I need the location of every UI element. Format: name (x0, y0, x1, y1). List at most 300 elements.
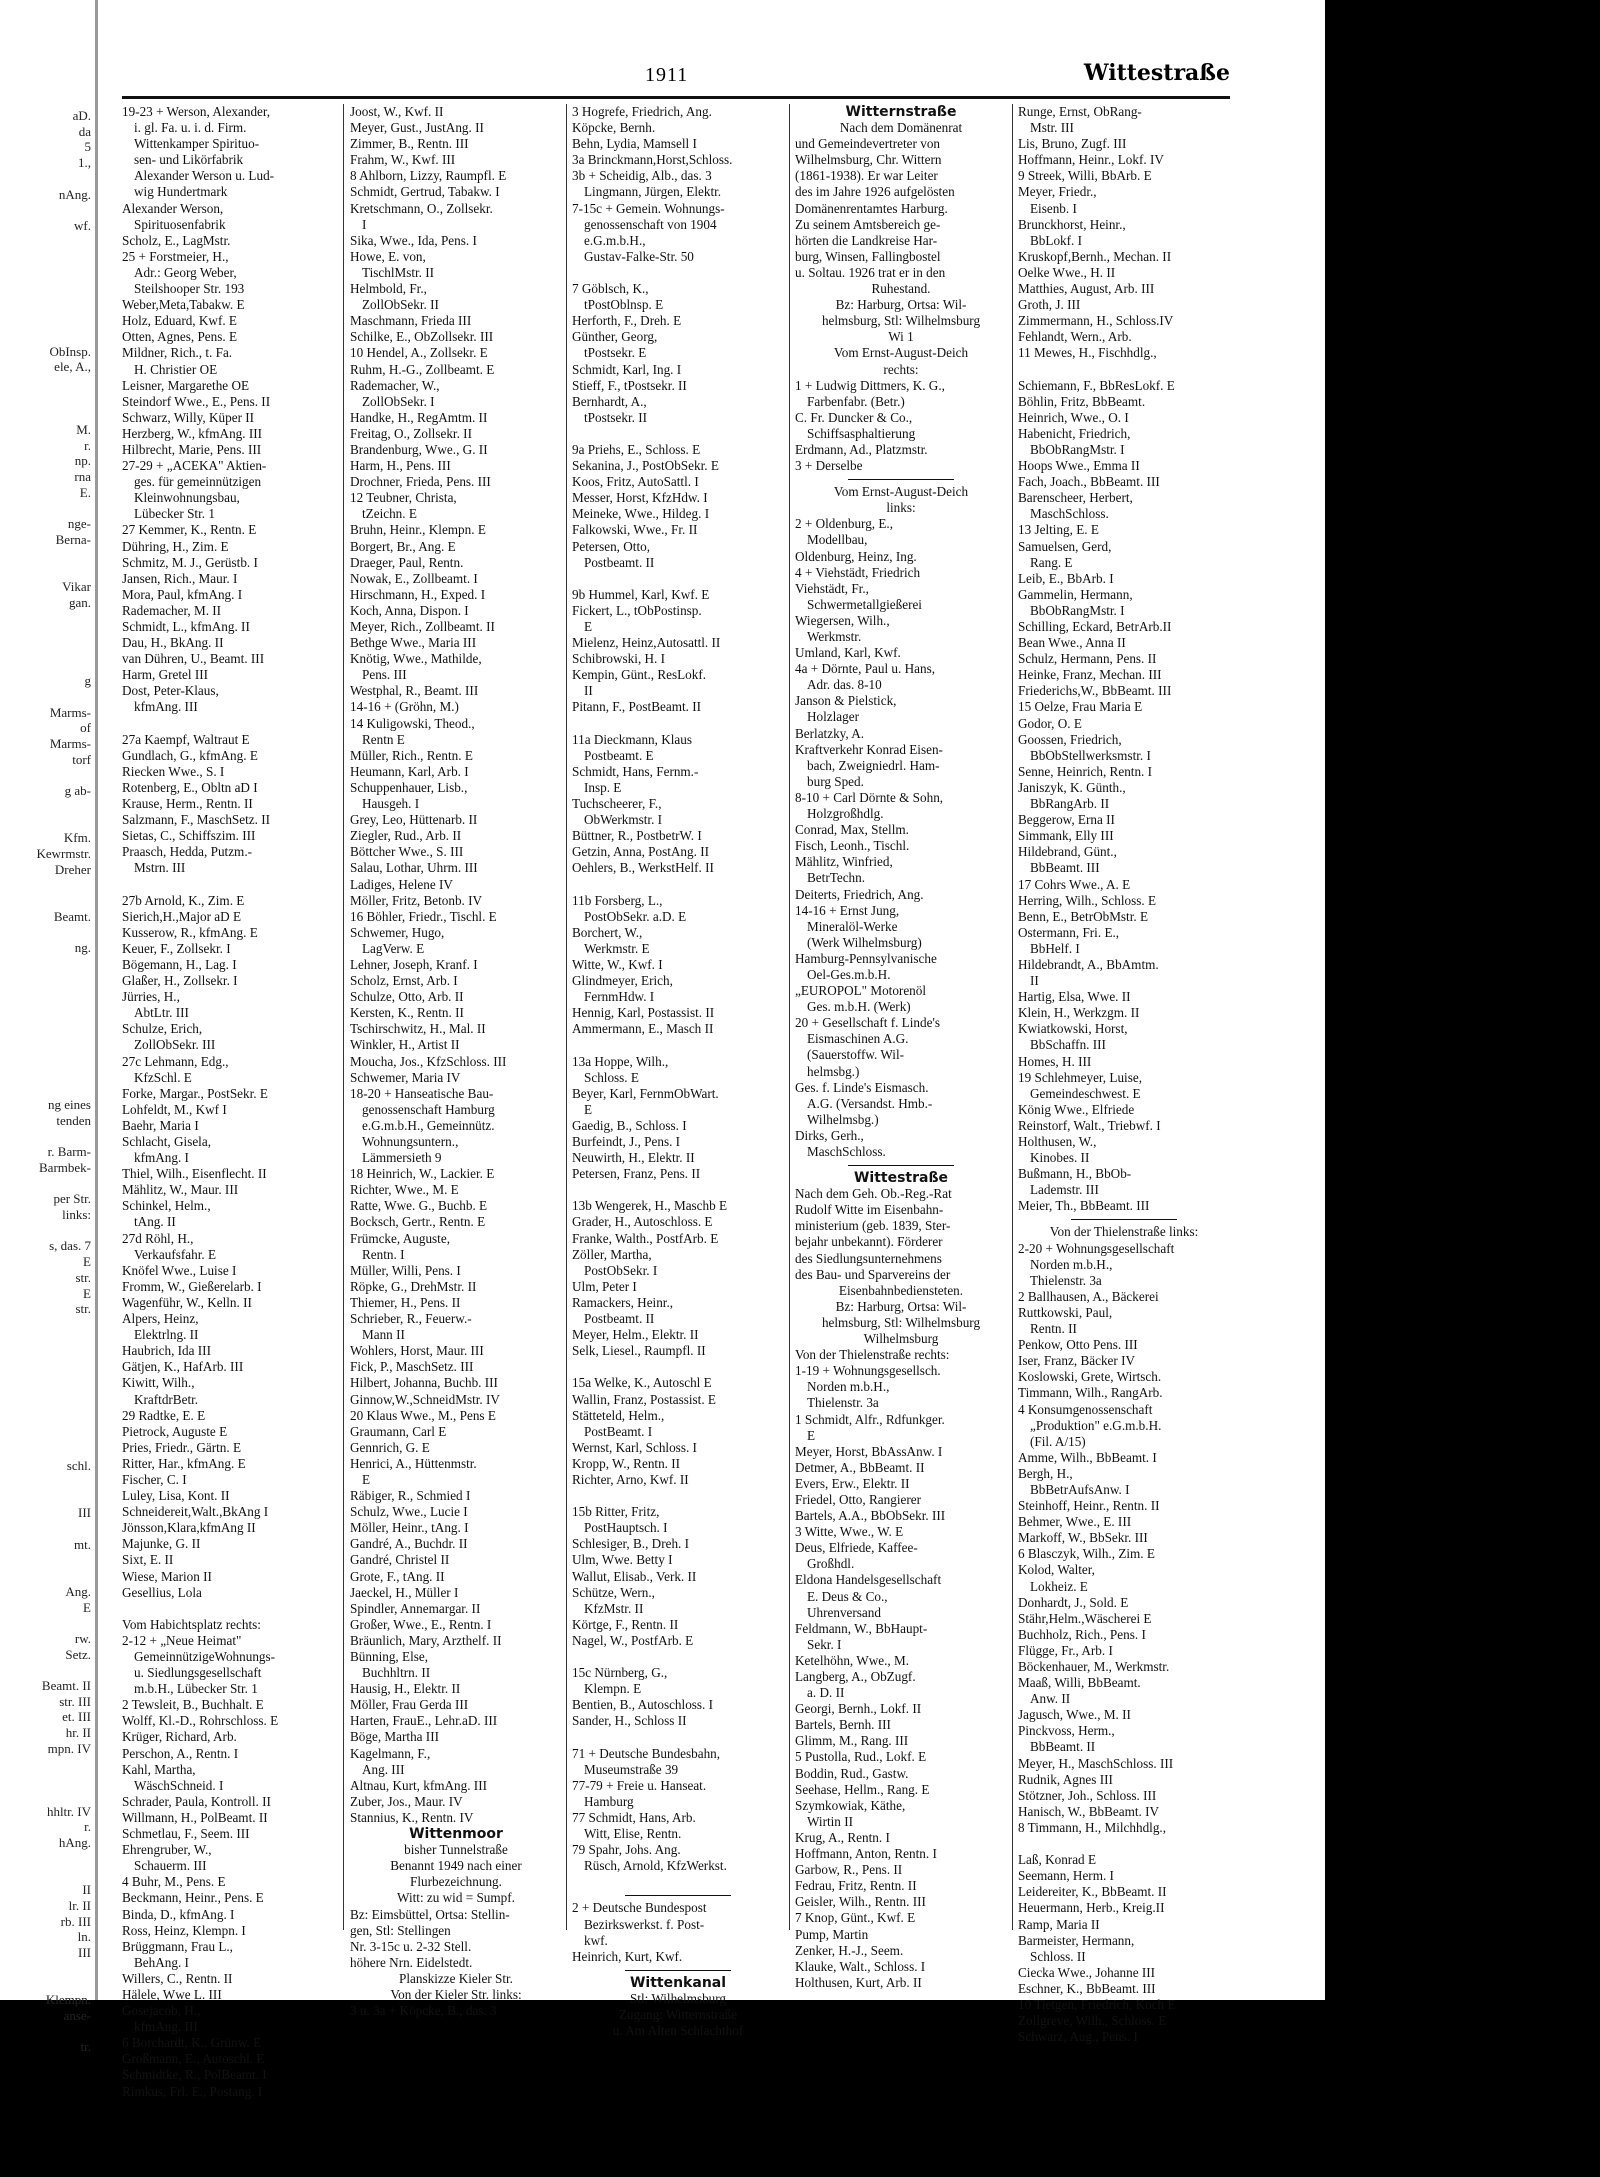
directory-entry: 2 Tewsleit, B., Buchhalt. E (122, 1697, 264, 1713)
directory-entry: Schwemer, Maria IV (350, 1069, 461, 1085)
directory-entry: und Gemeindevertreter von (795, 136, 941, 152)
directory-entry: Mora, Paul, kfmAng. I (122, 586, 243, 602)
street-note: Bz: Harburg, Ortsa: Wil- (835, 297, 967, 313)
directory-entry (572, 1729, 784, 1745)
directory-entry: Lademstr. III (1030, 1182, 1099, 1198)
directory-entry: Kersten, K., Rentn. II (350, 1005, 464, 1021)
directory-entry: Nr. 3-15c u. 2-32 Stell. (350, 1938, 472, 1954)
directory-entry: Wilhelmsbg.) (807, 1111, 879, 1127)
prev-page-fragment: schl. (66, 1458, 91, 1474)
prev-page-fragment: M. (76, 422, 91, 437)
prev-page-fragment: links: (62, 1207, 91, 1222)
directory-entry: Bartels, A.A., BbObSekr. III (795, 1508, 946, 1524)
directory-entry: Adr.: Georg Weber, (134, 264, 237, 280)
prev-page-fragment: mt. (74, 1536, 91, 1552)
directory-entry: bach, Zweigniedrl. Ham- (807, 757, 940, 773)
directory-entry (572, 1874, 784, 1890)
directory-entry: Maschmann, Frieda III (350, 313, 472, 329)
directory-entry: Beyer, Karl, FernmObWart. (572, 1085, 719, 1101)
directory-entry: Otten, Agnes, Pens. E (122, 329, 238, 345)
directory-entry: Gaedig, B., Schloss. I (572, 1117, 687, 1133)
directory-entry: Selk, Liesel., Raumpfl. II (572, 1343, 706, 1359)
section-rule (572, 1890, 784, 1900)
directory-entry: Georgi, Bernh., Lokf. II (795, 1701, 922, 1717)
directory-entry: 27d Röhl, H., (122, 1230, 194, 1246)
directory-entry: tZeichn. E (362, 506, 417, 522)
directory-entry: Möller, Fritz, Betonb. IV (350, 892, 483, 908)
directory-entry: Ziegler, Rud., Arb. II (350, 828, 462, 844)
directory-entry: Bartels, Bernh. III (795, 1717, 891, 1733)
directory-entry: Szymkowiak, Käthe, (795, 1797, 906, 1813)
directory-entry: BbBetrAufsAnw. I (1030, 1481, 1130, 1497)
directory-entry: Oelke Wwe., H. II (1018, 264, 1116, 280)
street-note: Planskizze Kieler Str. (399, 1970, 513, 1986)
directory-entry: Sierich,H.,Major aD E (122, 908, 242, 924)
directory-entry: Fach, Joach., BbBeamt. III (1018, 474, 1160, 490)
prev-page-fragment: II (82, 1882, 91, 1898)
prev-page-fragment: aD. (72, 108, 91, 123)
directory-entry: Bezirkswerkst. f. Post- (584, 1916, 705, 1932)
directory-entry: 25 + Forstmeier, H., (122, 248, 229, 264)
directory-entry: Eisenb. I (1030, 200, 1077, 216)
directory-entry: Rüsch, Arnold, KfzWerkst. (584, 1858, 727, 1874)
directory-entry: Alexander Werson u. Lud- (134, 168, 275, 184)
directory-entry: 6 Blasczyk, Wilh., Zim. E (1018, 1546, 1155, 1562)
directory-entry: Jagusch, Wwe., M. II (1018, 1707, 1131, 1723)
directory-entry: Schlacht, Gisela, (122, 1134, 211, 1149)
directory-entry: Lokheiz. E (1030, 1578, 1088, 1594)
street-note: Vom Ernst-August-Deich (833, 484, 969, 500)
prev-page-fragment: rw. (74, 1630, 91, 1646)
directory-entry: Kiwitt, Wilh., (122, 1375, 195, 1391)
section-rule (1018, 1214, 1230, 1224)
directory-entry: Leib, E., BbArb. I (1018, 570, 1114, 586)
directory-entry: Wallin, Franz, Postassist. E (572, 1391, 716, 1407)
directory-entry: Sekanina, J., PostObSekr. E (572, 458, 719, 474)
directory-entry: Mählitz, W., Maur. III (122, 1182, 239, 1198)
directory-entry: 13 Jelting, E. E (1018, 522, 1099, 538)
directory-entry: Nach dem Geh. Ob.-Reg.-Rat (795, 1186, 952, 1202)
directory-entry: Herzberg, W., kfmAng. III (122, 425, 263, 441)
directory-entry: Petersen, Franz, Pens. II (572, 1166, 701, 1182)
prev-page-fragment: torf (72, 751, 91, 767)
directory-entry: Behn, Lydia, Mamsell I (572, 136, 697, 152)
street-note: Ruhestand. (871, 281, 931, 297)
directory-entry: 27c Lehmann, Edg., (122, 1053, 229, 1069)
prev-page-fragment: r. Barm- (47, 1144, 91, 1160)
directory-entry: Böckenhauer, M., Werkmstr. (1018, 1659, 1170, 1674)
directory-entry: Herforth, F., Dreh. E (572, 313, 682, 329)
directory-entry: Kwiatkowski, Horst, (1018, 1021, 1128, 1037)
directory-entry: Klempn. E (584, 1681, 642, 1697)
directory-entry: Schmidt, Karl, Ing. I (572, 361, 682, 377)
directory-entry: Schmidt, Hans, Fernm.- (572, 763, 699, 779)
directory-entry: Borgert, Br., Ang. E (350, 538, 456, 554)
directory-entry: Lis, Bruno, Zugf. III (1018, 136, 1127, 152)
directory-entry: KraftdrBetr. (134, 1391, 199, 1407)
directory-entry: u. Siedlungsgesellschaft (134, 1665, 262, 1681)
directory-entry: Stähr,Helm.,Wäscherei E (1018, 1610, 1152, 1626)
directory-entry: Leisner, Margarethe OE (122, 377, 250, 393)
directory-entry: Glindmeyer, Erich, (572, 973, 673, 989)
directory-entry: Möller, Frau Gerda III (350, 1697, 469, 1713)
directory-entry: Lingmann, Jürgen, Elektr. (584, 184, 722, 200)
street-heading: Wittestraße (853, 1170, 949, 1187)
directory-entry: Postbeamt. II (584, 554, 655, 570)
directory-entry: Hennig, Karl, Postassist. II (572, 1005, 715, 1021)
directory-entry: Witt, Elise, Rentn. (584, 1826, 682, 1842)
directory-entry: Grader, H., Autoschloss. E (572, 1214, 713, 1230)
directory-entry: Jansen, Rich., Maur. I (122, 570, 238, 586)
street-note: Flurbezeichnung. (410, 1874, 502, 1890)
directory-entry: Tuchscheerer, F., (572, 796, 662, 812)
directory-entry: Knötig, Wwe., Mathilde, (350, 651, 482, 667)
directory-entry: I (362, 216, 367, 232)
prev-page-fragment: hr. II (65, 1725, 91, 1741)
directory-entry: tPostsekr. E (584, 345, 647, 361)
directory-entry: (Sauerstoffw. Wil- (807, 1047, 905, 1063)
directory-entry: Schmidtke, R., PolBeamt. I (122, 2067, 267, 2083)
directory-entry: Fickert, L., tObPostinsp. (572, 602, 702, 618)
directory-entry: Büttner, R., PostbetrW. I (572, 828, 702, 844)
street-note: Witt: zu wid = Sumpf. (397, 1890, 515, 1906)
prev-page-fragment: ng eines (48, 1097, 91, 1113)
directory-entry: Feldmann, W., BbHaupt- (795, 1620, 928, 1636)
directory-entry: Erdmann, Ad., Platzmstr. (795, 441, 928, 457)
prev-page-fragment: E (83, 1599, 91, 1615)
directory-entry: Koch, Anna, Dispon. I (350, 602, 469, 618)
directory-entry: u. Soltau. 1926 trat er in den (795, 264, 946, 280)
directory-entry: Herring, Wilh., Schloss. E (1018, 892, 1157, 908)
directory-entry: BbLokf. I (1030, 232, 1083, 248)
directory-entry: 71 + Deutsche Bundesbahn, (572, 1745, 721, 1761)
street-heading: Wittenmoor (409, 1826, 503, 1843)
directory-entry: Röpke, G., DrehMstr. II (350, 1278, 477, 1294)
directory-entry: Schiffsasphaltierung (807, 425, 916, 441)
directory-entry: kfmAng. I (134, 1150, 189, 1166)
directory-entry: 15b Ritter, Fritz, (572, 1504, 660, 1520)
directory-entry: (1861-1938). Er war Leiter (795, 168, 938, 184)
directory-entry: Meier, Th., BbBeamt. III (1018, 1198, 1150, 1214)
directory-entry: Pump, Martin (795, 1926, 869, 1942)
directory-entry: Heinrich, Kurt, Kwf. (572, 1948, 683, 1964)
directory-entry: II (1030, 973, 1039, 989)
directory-entry: 77-79 + Freie u. Hanseat. (572, 1777, 707, 1793)
directory-entry: Gammelin, Hermann, (1018, 586, 1133, 602)
street-note: helmsburg, Stl: Wilhelmsburg (821, 313, 981, 329)
directory-entry: Bernhardt, A., (572, 393, 647, 409)
directory-entry: (Fil. A/15) (1030, 1433, 1086, 1449)
directory-entry: Dost, Peter-Klaus, (122, 683, 219, 699)
directory-entry: Salau, Lothar, Uhrm. III (350, 860, 478, 876)
directory-entry: Knöfel Wwe., Luise I (122, 1262, 237, 1278)
prev-page-fragment: Kfm. (63, 830, 91, 846)
directory-entry: Bruhn, Heinr., Klempn. E (350, 522, 486, 538)
directory-entry: Ross, Heinz, Klempn. I (122, 1922, 246, 1938)
directory-entry: Zollgreve, Wilh., Schloss. E (1018, 2013, 1167, 2029)
directory-entry: Wagenführ, W., Kelln. II (122, 1294, 252, 1310)
directory-entry: Ritter, Har., kfmAng. E (122, 1455, 246, 1471)
directory-entry: Krause, Herm., Rentn. II (122, 796, 253, 812)
directory-entry: 6 Borchardt, K., Grünw. E (122, 2035, 262, 2051)
directory-entry: Klauke, Walt., Schloss. I (795, 1958, 926, 1974)
prev-page-fragment: Vikar (62, 579, 91, 594)
directory-entry: Werkmstr. E (584, 940, 650, 956)
directory-entry: Hausgeh. I (362, 796, 420, 812)
directory-entry: Simmank, Elly III (1018, 828, 1114, 844)
directory-entry: BehAng. I (134, 1954, 189, 1970)
directory-entry: Schloss. E (584, 1069, 639, 1085)
directory-entry: Holzlager (807, 709, 859, 725)
directory-entry: Eismaschinen A.G. (807, 1031, 909, 1047)
directory-entry: des Bau- und Sparvereins der (795, 1266, 951, 1282)
directory-entry: 3 + Derselbe (795, 458, 863, 474)
directory-entry: Pinckvoss, Herm., (1018, 1723, 1115, 1739)
directory-entry: Hoops Wwe., Emma II (1018, 458, 1140, 474)
directory-entry: E (362, 1471, 371, 1487)
directory-entry: Sika, Wwe., Ida, Pens. I (350, 232, 477, 248)
directory-entry: PostBeamt. I (584, 1423, 653, 1439)
directory-entry: Luley, Lisa, Kont. II (122, 1488, 230, 1504)
column-3 (572, 104, 784, 2039)
directory-entry: Mstrn. III (134, 860, 186, 876)
prev-page-fragment: r. (84, 1819, 91, 1835)
directory-entry: Iser, Franz, Bäcker IV (1018, 1353, 1136, 1369)
directory-entry: Graumann, Carl E (350, 1423, 447, 1439)
prev-page-fragment: Barmbek- (39, 1159, 91, 1175)
section-rule (795, 474, 1007, 484)
directory-entry: Willers, C., Rentn. II (122, 1970, 233, 1986)
directory-entry: II (584, 683, 593, 699)
directory-entry: Runge, Ernst, ObRang- (1018, 104, 1142, 119)
directory-entry: 1 Schmidt, Alfr., Rdfunkger. (795, 1411, 945, 1427)
directory-entry (122, 1601, 337, 1617)
prev-page-fragment: Dreher (54, 861, 91, 877)
directory-entry: Meyer, Horst, BbAssAnw. I (795, 1443, 943, 1459)
directory-entry: PostObSekr. a.D. E (584, 908, 687, 924)
directory-entry: Frümcke, Auguste, (350, 1230, 450, 1246)
prev-page-fragment: g ab- (64, 783, 91, 799)
directory-entry: Heumann, Karl, Arb. I (350, 763, 469, 779)
directory-entry: Schmidt, L., kfmAng. II (122, 619, 250, 634)
directory-entry: BbSchaffn. III (1030, 1037, 1106, 1053)
directory-entry: Insp. E (584, 779, 622, 795)
directory-entry: 4 Konsumgenossenschaft (1018, 1401, 1153, 1417)
prev-page-fragment: Marms- (49, 704, 91, 720)
directory-entry: Drochner, Frieda, Pens. III (350, 474, 491, 490)
prev-page-fragment: str. (75, 1301, 91, 1317)
directory-entry: ges. für gemeinnützigen (134, 474, 262, 490)
directory-entry: Ketelhöhn, Wwe., M. (795, 1652, 910, 1668)
directory-entry: hörten die Landkreise Har- (795, 232, 938, 248)
directory-entry: Von der Thielenstraße rechts: (795, 1347, 950, 1363)
directory-entry: Ruhm, H.-G., Zollbeamt. E (350, 361, 495, 377)
directory-entry: Keuer, F., Zollsekr. I (122, 940, 231, 956)
directory-entry: Krug, A., Rentn. I (795, 1829, 890, 1845)
directory-entry: Sixt, E. II (122, 1552, 174, 1568)
prev-page-fragment: Beamt. (53, 908, 91, 924)
directory-entry: Krüger, Richard, Arb. (122, 1729, 237, 1745)
directory-entry: Ciecka Wwe., Johanne III (1018, 1964, 1156, 1980)
directory-entry: Winkler, H., Artist II (350, 1037, 460, 1053)
directory-entry: Frahm, W., Kwf. III (350, 152, 456, 168)
directory-entry: Majunke, G. II (122, 1536, 201, 1552)
directory-entry: Böttcher Wwe., S. III (350, 844, 464, 860)
directory-entry: Matthies, August, Arb. III (1018, 281, 1155, 297)
directory-entry: Lübecker Str. 1 (134, 506, 215, 522)
directory-entry: Joost, W., Kwf. II (350, 104, 444, 119)
directory-entry: Schrader, Paula, Kontroll. II (122, 1793, 271, 1809)
directory-entry: Bögemann, H., Lag. I (122, 956, 237, 972)
directory-entry: Franke, Walth., PostfArb. E (572, 1230, 719, 1246)
directory-entry: Schmidt, Gertrud, Tabakw. I (350, 184, 500, 200)
directory-entry: Schmitz, M. J., Gerüstb. I (122, 554, 258, 570)
directory-entry: Dirks, Gerh., (795, 1127, 864, 1143)
running-head-street: Wittestraße (1083, 60, 1230, 86)
directory-entry: Boddin, Rud., Gastw. (795, 1765, 909, 1781)
directory-entry (572, 426, 784, 442)
column-2 (350, 104, 562, 2019)
directory-entry: 18 Heinrich, W., Lackier. E (350, 1166, 495, 1182)
directory-entry: Meyer, Gust., JustAng. II (350, 120, 484, 136)
directory-entry: Nowak, E., Zollbeamt. I (350, 570, 478, 586)
column-4 (795, 104, 1007, 1991)
directory-entry: Markoff, W., BbSekr. III (1018, 1530, 1148, 1546)
previous-page-edge (0, 0, 98, 2055)
directory-entry: Ges. m.b.H. (Werk) (807, 999, 911, 1015)
directory-entry: Brunckhorst, Heinr., (1018, 216, 1126, 232)
directory-entry: Penkow, Otto Pens. III (1018, 1337, 1138, 1353)
directory-entry: Weber,Meta,Tabakw. E (122, 297, 245, 313)
directory-entry: Gennrich, G. E (350, 1439, 430, 1455)
directory-entry: Hoffmann, Heinr., Lokf. IV (1018, 152, 1164, 168)
directory-entry (122, 877, 337, 893)
directory-entry: Holthusen, Kurt, Arb. II (795, 1974, 922, 1990)
column-divider (343, 104, 344, 1930)
directory-entry: Kahl, Martha, (122, 1761, 196, 1777)
directory-entry: Sander, H., Schloss II (572, 1713, 687, 1729)
street-note: Wi 1 (888, 329, 914, 345)
directory-entry: Jönsson,Klara,kfmAng II (122, 1520, 256, 1536)
prev-page-fragment: 1., (78, 155, 91, 171)
directory-entry: Samuelsen, Gerd, (1018, 538, 1112, 554)
directory-entry: 2-20 + Wohnungsgesellschaft (1018, 1240, 1175, 1256)
directory-entry: Farbenfabr. (Betr.) (807, 393, 905, 409)
directory-entry: Hirschmann, H., Exped. I (350, 586, 486, 602)
directory-entry: 2 + Oldenburg, E., (795, 516, 894, 532)
directory-entry: Ges. f. Linde's Eismasch. (795, 1079, 929, 1095)
directory-entry: Gandré, Christel II (350, 1552, 450, 1568)
directory-entry: Forke, Margar., PostSekr. E (122, 1085, 268, 1101)
directory-entry: Alexander Werson, (122, 200, 224, 216)
directory-entry: Norden m.b.H., (807, 1379, 890, 1395)
directory-entry: Reinstorf, Walt., Triebwf. I (1018, 1117, 1161, 1133)
prev-page-fragment: Ang. (65, 1583, 91, 1599)
directory-entry: Müller, Willi, Pens. I (350, 1262, 461, 1278)
directory-entry: 5 Pustolla, Rud., Lokf. E (795, 1749, 927, 1765)
directory-entry: 4 Buhr, M., Pens. E (122, 1874, 226, 1890)
directory-entry: BbObStellwerksmstr. I (1030, 747, 1151, 763)
directory-entry: Anw. II (1030, 1691, 1071, 1707)
directory-entry: Binda, D., kfmAng. I (122, 1906, 235, 1922)
directory-entry (572, 1037, 784, 1053)
directory-entry: Wilhelmsburg, Chr. Wittern (795, 152, 942, 168)
directory-entry: Pietrock, Auguste E (122, 1423, 228, 1439)
directory-entry: Haubrich, Ida III (122, 1343, 211, 1359)
prev-page-fragment: E (83, 1285, 91, 1301)
directory-entry: Helmbold, Fr., (350, 281, 427, 297)
directory-entry: Schuppenhauer, Lisb., (350, 779, 468, 795)
directory-entry: BbBeamt. II (1030, 1739, 1096, 1755)
directory-entry: Günther, Georg, (572, 329, 658, 345)
directory-entry: Bußmann, H., BbOb- (1018, 1166, 1132, 1182)
directory-entry: Getzin, Anna, PostAng. II (572, 844, 709, 860)
directory-entry: Godor, O. E (1018, 715, 1082, 731)
directory-entry: Schulze, Erich, (122, 1021, 203, 1037)
directory-entry: Zimmer, B., Rentn. III (350, 136, 469, 152)
directory-entry: Berlatzky, A. (795, 725, 865, 741)
directory-entry: Fischer, C. I (122, 1471, 187, 1487)
directory-entry: Hausig, H., Elektr. II (350, 1681, 461, 1697)
directory-entry: Wernst, Karl, Schloss. I (572, 1439, 697, 1455)
directory-entry: Ratte, Wwe. G., Buchb. E (350, 1198, 488, 1214)
directory-entry: Bocksch, Gertr., Rentn. E (350, 1214, 486, 1230)
directory-entry: sen- und Likörfabrik (134, 152, 244, 168)
directory-entry: 79 Spahr, Johs. Ang. (572, 1842, 681, 1858)
directory-entry: wig Hundertmark (134, 184, 228, 200)
directory-entry: Bräunlich, Mary, Arzthelf. II (350, 1632, 502, 1648)
prev-page-fragment: np. (74, 453, 91, 469)
directory-entry: kfmAng. III (134, 699, 198, 715)
directory-entry: Großer, Wwe., E., Rentn. I (350, 1616, 492, 1632)
directory-entry: Jürries, H., (122, 989, 180, 1005)
directory-entry: Schrieber, R., Feuerw.- (350, 1311, 472, 1327)
directory-entry: GemeinnützigeWohnungs- (134, 1649, 276, 1664)
prev-page-fragment: lr. II (68, 1897, 91, 1913)
directory-entry: Richter, Wwe., M. E (350, 1182, 459, 1198)
directory-entry (572, 877, 784, 893)
directory-entry: 27-29 + „ACEKA" Aktien- (122, 458, 267, 474)
directory-entry: Fehlandt, Wern., Arb. (1018, 329, 1132, 345)
directory-entry: Donhardt, J., Sold. E (1018, 1594, 1129, 1610)
directory-entry: „EUROPOL" Motorenöl (795, 983, 927, 999)
directory-entry: Ulm, Peter I (572, 1278, 637, 1294)
directory-entry: Rudolf Witte im Eisenbahn- (795, 1202, 944, 1218)
directory-entry: Laß, Konrad E (1018, 1852, 1096, 1868)
directory-entry: Steindorf Wwe., E., Pens. II (122, 393, 271, 409)
directory-entry: Heuermann, Herb., Kreig.II (1018, 1900, 1165, 1916)
prev-page-fragment: anse- (63, 2007, 91, 2023)
directory-entry: Stätteteld, Helm., (572, 1407, 665, 1423)
directory-entry: Ramackers, Heinr., (572, 1294, 674, 1310)
header-rule (122, 96, 1230, 99)
directory-entry: PostObSekr. I (584, 1262, 658, 1278)
directory-entry: Stannius, K., Rentn. IV (350, 1809, 474, 1825)
directory-entry: Salzmann, F., MaschSetz. II (122, 812, 271, 828)
directory-entry: Kolod, Walter, (1018, 1562, 1095, 1578)
directory-entry: Amme, Wilh., BbBeamt. I (1018, 1449, 1157, 1465)
directory-entry: Umland, Karl, Kwf. (795, 645, 901, 661)
directory-entry: Habenicht, Friedrich, (1018, 425, 1131, 441)
directory-entry: Timmann, Wilh., RangArb. (1018, 1385, 1163, 1401)
directory-entry: Eschner, K., BbBeamt. III (1018, 1980, 1156, 1996)
directory-entry: LagVerw. E (362, 940, 425, 956)
directory-entry: Draeger, Paul, Rentn. (350, 554, 464, 570)
directory-entry: Schulze, Otto, Arb. II (350, 989, 464, 1005)
directory-entry: Hilbert, Johanna, Buchb. III (350, 1375, 498, 1391)
directory-entry: 1-19 + Wohnungsgesellsch. (795, 1363, 941, 1379)
directory-entry: (Werk Wilhelmsburg) (807, 934, 922, 950)
